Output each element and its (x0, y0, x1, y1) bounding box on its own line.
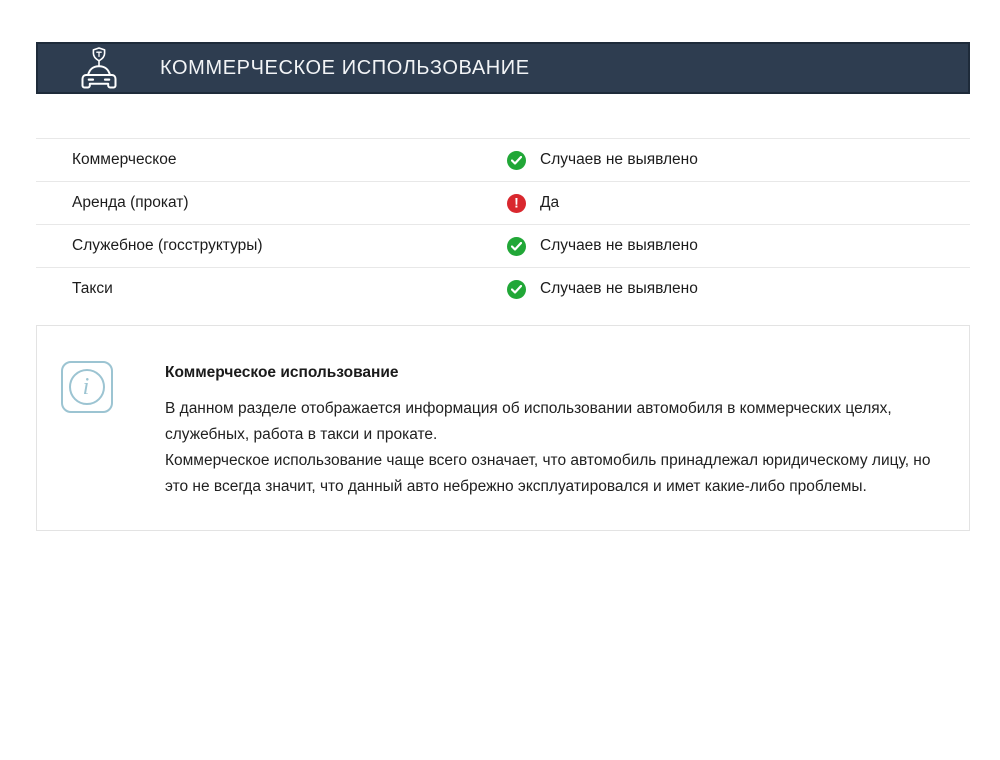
exclamation-circle-icon: ! (507, 194, 526, 213)
status-text: Случаев не выявлено (540, 280, 698, 297)
status-text: Да (540, 194, 560, 211)
table-row-government (36, 224, 970, 267)
section-container (36, 42, 970, 531)
info-icon: i (61, 361, 113, 413)
info-box (36, 325, 970, 531)
table-row-taxi (36, 267, 970, 310)
taxi-car-shield-icon (80, 45, 118, 91)
row-status (507, 280, 698, 299)
row-status (507, 151, 698, 170)
row-label: Служебное (госструктуры) (72, 237, 263, 254)
section-header (36, 42, 970, 94)
info-title: Коммерческое использование (165, 364, 399, 381)
check-circle-icon (507, 280, 526, 299)
row-status (507, 237, 698, 256)
row-label: Коммерческое (72, 151, 177, 168)
status-text: Случаев не выявлено (540, 237, 698, 254)
info-paragraph-2: Коммерческое использование чаще всего означает, что автомобиль принадлежал юридическому лицу, но это не всегда значит, что данный авто небрежно эксплуатировался и имет какие-либо проблемы. (165, 452, 931, 495)
info-paragraph-1: В данном разделе отображается информация об использовании автомобиля в коммерческих целях, служебных, работа в такси и прокате. (165, 400, 892, 443)
row-label: Аренда (прокат) (72, 194, 189, 211)
table-row-rental (36, 181, 970, 224)
row-status (507, 194, 559, 213)
commercial-use-table (36, 138, 970, 310)
row-label: Такси (72, 280, 113, 297)
info-text (165, 361, 945, 500)
section-title: КОММЕРЧЕСКОЕ ИСПОЛЬЗОВАНИЕ (160, 56, 530, 79)
check-circle-icon (507, 237, 526, 256)
status-text: Случаев не выявлено (540, 151, 698, 168)
table-row-commercial (36, 138, 970, 181)
check-circle-icon (507, 151, 526, 170)
